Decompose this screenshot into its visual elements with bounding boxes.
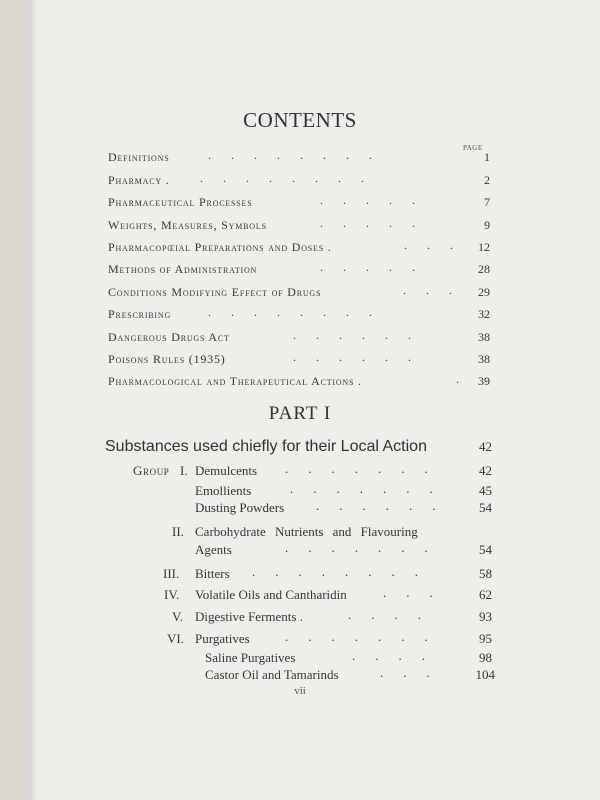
group-numeral: VI. [167,631,184,646]
group-item-label: Dusting Powders [195,500,285,515]
part-subheading: Substances used chiefly for their Local Action [105,438,427,455]
leader-dots: ...... [316,498,456,513]
leader-dots: ..... [320,193,435,207]
leader-dots: ....... [285,629,448,644]
leader-dots: ...... [293,328,431,342]
part-heading: PART I [268,403,332,424]
leader-dots: ...... [293,350,431,364]
group-item-label: Saline Purgatives [205,650,296,665]
leader-dots: ....... [285,461,448,476]
group-item-page: 42 [479,463,492,478]
group-item-page: 54 [479,500,492,515]
group-item-label: Demulcents [195,463,258,478]
leader-dots: ....... [290,481,453,496]
group-item-label: Emollients [195,483,252,498]
group-numeral: I. [180,463,188,478]
group-item-label: Purgatives [195,631,250,646]
group-item-page: 95 [479,631,492,646]
group-item-page: 104 [475,667,495,682]
toc-entry-page: 39 [478,374,490,388]
toc-entry-weights-measures [108,218,490,238]
toc-entry-label: Methods of Administration [108,262,258,276]
toc-entry-page: 9 [484,218,490,232]
toc-entry-page: 12 [478,240,490,254]
toc-entry-label: Definitions [108,150,170,164]
group-item-page: 98 [479,650,492,665]
leader-dots: ........ [252,564,438,579]
group-numeral: II. [172,524,184,539]
leader-dots: ... [383,585,453,600]
page-folio: vii [294,685,306,697]
toc-entry-pharmaceutical-processes [108,195,490,215]
leader-dots: ....... [285,540,448,555]
toc-entry-label: Dangerous Drugs Act [108,330,230,344]
toc-entry-page: 38 [478,330,490,344]
toc-entry-label: Poisons Rules (1935) [108,352,226,366]
toc-entry-label: Pharmacological and Therapeutical Actions . [108,374,362,388]
toc-entry-dangerous-drugs-act [108,330,490,350]
group-item-label: Bitters [195,566,230,581]
group-item-page: 45 [479,483,492,498]
leader-dots: .... [352,648,445,663]
group-item-page: 58 [479,566,492,581]
toc-entry-poisons-rules [108,352,490,372]
toc-entry-methods-of-administration [108,262,490,282]
leader-dots: ........ [200,171,384,185]
toc-entry-label: Pharmaceutical Processes [108,195,253,209]
group-numeral: IV. [164,587,180,602]
toc-entry-pharmacological-actions [108,374,490,394]
toc-entry-label: Conditions Modifying Effect of Drugs [108,285,322,299]
leader-dots: ........ [208,305,392,319]
toc-entry-page: 1 [484,150,490,164]
group-item-page: 62 [479,587,492,602]
toc-entry-label: Pharmacy . [108,173,170,187]
leader-dots: ..... [320,260,435,274]
part-subheading-page: 42 [479,439,492,454]
toc-entry-label: Weights, Measures, Symbols [108,218,267,232]
leader-dots: .... [348,607,441,622]
toc-entry-pharmacopoeial-preparations [108,240,490,260]
group-item-page: 54 [479,542,492,557]
leader-dots: . [456,372,479,386]
group-item-label: Castor Oil and Tamarinds [205,667,339,682]
leader-dots: ... [380,665,450,680]
toc-entry-conditions-modifying [108,285,490,305]
leader-dots: ... [404,238,473,252]
leader-dots: ..... [320,216,435,230]
toc-entry-prescribing [108,307,490,327]
toc-entry-page: 38 [478,352,490,366]
group-item-label: Digestive Ferments . [195,609,303,624]
leader-dots: ... [403,283,472,297]
group-item-label-continued: Agents [195,542,232,557]
group-numeral: III. [163,566,180,581]
leader-dots: ........ [208,148,392,162]
toc-entry-page: 2 [484,173,490,187]
contents-title: CONTENTS [243,108,357,132]
toc-entry-page: 28 [478,262,490,276]
toc-entry-label: Prescribing [108,307,172,321]
toc-entry-page: 29 [478,285,490,299]
toc-entry-page: 32 [478,307,490,321]
toc-entry-page: 7 [484,195,490,209]
toc-entry-label: Pharmacopœial Preparations and Doses . [108,240,332,254]
toc-entry-definitions [108,150,490,170]
group-item-label: Carbohydrate Nutrients and Flavouring [195,524,418,539]
group-item-label: Volatile Oils and Cantharidin [195,587,347,602]
page-column-header: PAGE [463,144,483,152]
group-label: Group [133,463,170,478]
group-numeral: V. [172,609,183,624]
toc-entry-pharmacy [108,173,490,193]
group-item-page: 93 [479,609,492,624]
